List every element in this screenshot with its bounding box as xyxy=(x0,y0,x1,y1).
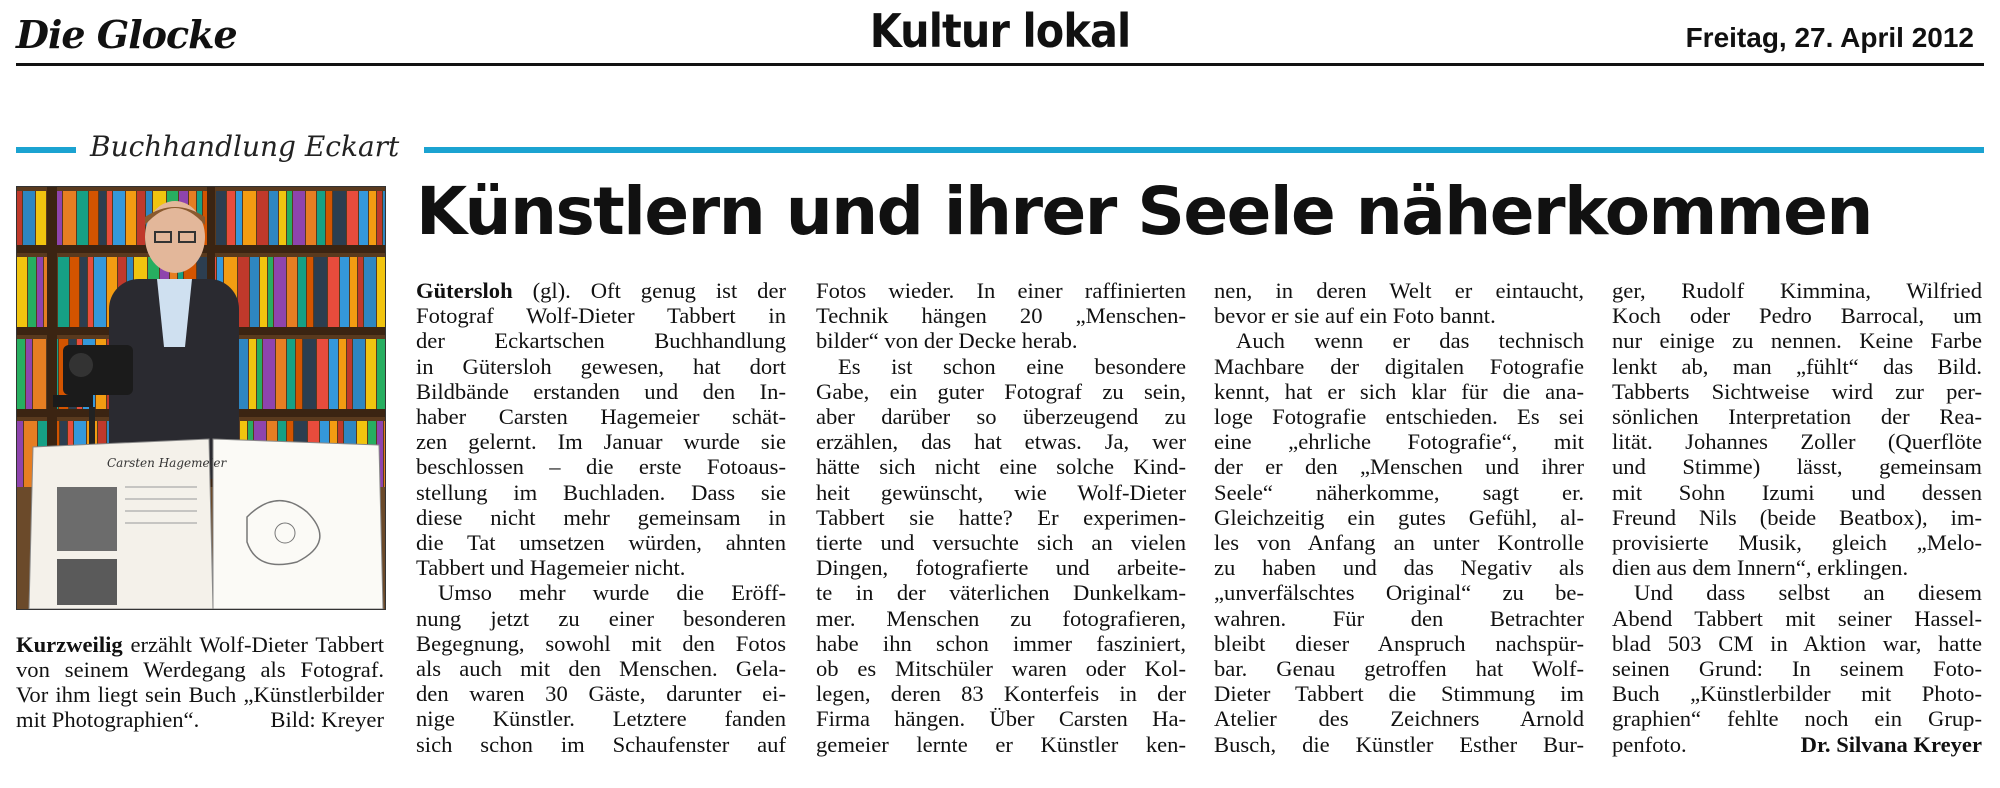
book-spine xyxy=(317,339,328,409)
section-title: Kultur lokal xyxy=(869,4,1131,58)
article-line: bar. Genau getroffen hat Wolf- xyxy=(1214,656,1584,682)
book-spine xyxy=(239,339,248,409)
article-line: Fotograf Wolf-Dieter Tabbert in xyxy=(416,303,786,329)
article-line: haber Carsten Hagemeier schät- xyxy=(416,404,786,430)
article-line: sich schon im Schaufenster auf xyxy=(416,731,786,757)
article-line: Technik hängen 20 „Menschen- xyxy=(816,303,1186,329)
article-line: lenkt ab, man „fühlt“ das Bild. xyxy=(1612,353,1982,379)
article-line: wahren. Für den Betrachter xyxy=(1214,605,1584,631)
book-spine xyxy=(88,257,93,327)
book-spine xyxy=(99,191,106,245)
headline: Künstlern und ihrer Seele näherkommen xyxy=(416,173,1872,250)
book-spine xyxy=(347,191,358,245)
article-line: mer. Menschen zu fotografieren, xyxy=(816,605,1186,631)
book-spine xyxy=(274,257,286,327)
book-spine xyxy=(314,257,327,327)
book-spine xyxy=(263,339,275,409)
book-spine xyxy=(227,191,235,245)
article-line: Koch oder Pedro Barrocal, um xyxy=(1612,303,1982,329)
article-line: ger, Rudolf Kimmina, Wilfried xyxy=(1612,278,1982,303)
article-line: eine „ehrliche Fotografie“, mit xyxy=(1214,429,1584,455)
open-book-icon xyxy=(29,439,383,609)
book-spine xyxy=(58,257,69,327)
book-spine xyxy=(287,257,297,327)
article-line: beschlossen – die erste Fotoaus- xyxy=(416,454,786,480)
book-spine xyxy=(107,191,112,245)
book-spine xyxy=(347,339,352,409)
article-line: in Gütersloh gewesen, hat dort xyxy=(416,353,786,379)
book-spine xyxy=(328,257,339,327)
article-line: Machbare der digitalen Fotografie xyxy=(1214,353,1584,379)
book-spine xyxy=(298,257,306,327)
article-line: penfoto. xyxy=(1612,731,1687,757)
article-line: Gütersloh (gl). Oft genug ist der xyxy=(416,278,786,303)
article-last-line xyxy=(1612,732,1982,757)
book-spine xyxy=(63,191,76,245)
book-spine xyxy=(23,191,35,245)
book-spine xyxy=(306,191,316,245)
article-line: nur einige zu nennen. Keine Farbe xyxy=(1612,328,1982,354)
article-line: seinen Grund: In seinem Foto- xyxy=(1612,656,1982,682)
article-line: graphien“ fehlte noch ein Grup- xyxy=(1612,706,1982,732)
article-line: te in der väterlichen Dunkelkam- xyxy=(816,580,1186,606)
photo-credit: Bild: Kreyer xyxy=(270,707,384,732)
book-spine xyxy=(28,257,36,327)
book-spine xyxy=(249,339,256,409)
article-line: Dingen, fotografierte und arbeite- xyxy=(816,555,1186,581)
book-spine xyxy=(113,191,125,245)
article-line: blad 503 CM in Aktion war, hatte xyxy=(1612,630,1982,656)
book-spine xyxy=(369,191,376,245)
article-line: Begegnung, sowohl mit den Fotos xyxy=(416,630,786,656)
book-spine xyxy=(126,191,136,245)
article-line: Tabbert und Hagemeier nicht. xyxy=(416,555,686,581)
book-spine xyxy=(287,191,292,245)
article-line: tierte und versuchte sich an vielen xyxy=(816,530,1186,556)
dateline: Gütersloh xyxy=(416,278,513,303)
book-spine xyxy=(238,257,249,327)
book-spine xyxy=(296,339,302,409)
book-spine xyxy=(216,191,226,245)
book-spine xyxy=(317,191,325,245)
book-spine xyxy=(287,339,295,409)
book-spine xyxy=(359,191,368,245)
article-line: nen, in deren Welt er eintaucht, xyxy=(1214,278,1584,303)
newspaper-logo: Die Glocke xyxy=(16,12,237,57)
article-line: Seele“ näherkomme, sagt er. xyxy=(1214,479,1584,505)
book-spine xyxy=(257,339,262,409)
article-line: die Tat umsetzen würden, ahnten xyxy=(416,530,786,556)
article-line: Gleichzeitig ein gutes Gefühl, al- xyxy=(1214,504,1584,530)
article-line: hätte sich nicht eine solche Kind- xyxy=(816,454,1186,480)
book-spine xyxy=(17,339,25,409)
book-spine xyxy=(276,339,286,409)
book-spine xyxy=(260,257,267,327)
book-spine xyxy=(77,191,88,245)
book-spine xyxy=(339,339,346,409)
article-line: sönlichen Interpretation der Rea- xyxy=(1612,404,1982,430)
book-spine xyxy=(26,339,32,409)
book-spine xyxy=(37,257,43,327)
article-line: mit Sohn Izumi und dessen xyxy=(1612,479,1982,505)
article-line: Gabe, ein guter Fotograf zu sein, xyxy=(816,378,1186,404)
book-spine xyxy=(33,339,46,409)
book-spine xyxy=(293,191,305,245)
article-line: legen, deren 83 Konterfeis in der xyxy=(816,681,1186,707)
article-line: aber darüber so überzeugend zu xyxy=(816,404,1186,430)
article-line: zen gelernt. Im Januar wurde sie xyxy=(416,429,786,455)
article-line: stellung im Buchladen. Dass sie xyxy=(416,479,786,505)
article-line: Bildbände erstanden und den In- xyxy=(416,378,786,404)
rubric-rule-left xyxy=(16,147,76,153)
article-line: provisierte Musik, gleich „Melo- xyxy=(1612,530,1982,556)
article-line: bleibt dieser Anspruch nachspür- xyxy=(1214,630,1584,656)
book-spine xyxy=(383,191,385,245)
book-spine xyxy=(307,257,313,327)
masthead xyxy=(16,4,1984,62)
book-spine xyxy=(268,257,273,327)
article-line: Freund Nils (beide Beatbox), im- xyxy=(1612,504,1982,530)
article-column-1 xyxy=(416,278,786,757)
article-line: Busch, die Künstler Esther Bur- xyxy=(1214,731,1584,757)
book-spine xyxy=(377,257,385,327)
article-line: habe ihn schon immer fasziniert, xyxy=(816,630,1186,656)
article-line: „unverfälschtes Original“ zu be- xyxy=(1214,580,1584,606)
book-caption: Carsten Hagemeier xyxy=(107,456,227,470)
article-line: erzählen, das hat etwas. Ja, wer xyxy=(816,429,1186,455)
book-spine xyxy=(17,421,23,487)
book-spine xyxy=(384,421,385,487)
rubric-label: Buchhandlung Eckart xyxy=(90,130,400,163)
book-spine xyxy=(17,191,22,245)
book-spine xyxy=(303,339,316,409)
book-spine xyxy=(279,191,286,245)
book-spine xyxy=(70,257,79,327)
book-spine xyxy=(17,257,27,327)
article-line: diese nicht mehr gemeinsam in xyxy=(416,504,786,530)
book-spine xyxy=(236,191,242,245)
article-line: Auch wenn er das technisch xyxy=(1236,328,1584,354)
book-spine xyxy=(358,257,363,327)
article-line: loge Fotografie entschieden. Es sei xyxy=(1214,404,1584,430)
article-line: lität. Johannes Zoller (Querflöte xyxy=(1612,429,1982,455)
article-line: und Stimme) lässt, gemeinsam xyxy=(1612,454,1982,480)
article-line: Und dass selbst an diesem xyxy=(1634,580,1982,606)
book-spine xyxy=(366,339,376,409)
book-spine xyxy=(36,191,46,245)
photo-illustration xyxy=(17,187,385,609)
book-spine xyxy=(80,257,87,327)
book-spine xyxy=(350,257,357,327)
article-line: Fotos wieder. In einer raffinierten xyxy=(816,278,1186,303)
book-spine xyxy=(269,191,278,245)
book-spine xyxy=(243,191,256,245)
article-line: heit gewünscht, wie Wolf-Dieter xyxy=(816,479,1186,505)
article-line: bilder“ von der Decke herab. xyxy=(816,328,1078,354)
book-spine xyxy=(377,191,382,245)
book-spine xyxy=(94,257,106,327)
article-line: den waren 30 Gäste, darunter ei- xyxy=(416,681,786,707)
article-line: Abend Tabbert mit seiner Hassel- xyxy=(1612,605,1982,631)
article-line: zu haben und das Negativ als xyxy=(1214,555,1584,581)
issue-date: Freitag, 27. April 2012 xyxy=(1685,22,1974,53)
book-spine xyxy=(340,257,349,327)
book-spine xyxy=(364,257,376,327)
article-line: nige Künstler. Letztere fanden xyxy=(416,706,786,732)
article-line: Umso mehr wurde die Eröff- xyxy=(438,580,786,606)
book-spine xyxy=(353,339,365,409)
book-spine xyxy=(329,339,338,409)
article-line: dien aus dem Innern“, erklingen. xyxy=(1612,555,1909,581)
caption-lead: Kurzweilig xyxy=(16,632,123,657)
caption-text: erzählt Wolf-Dieter Tabbert von seinem Werdegang als Fotograf. Vor ihm liegt sein Buch „Künstlerbilder mit Photographien“. xyxy=(16,632,384,732)
article-line: ob es Mitschüler waren oder Kol- xyxy=(816,656,1186,682)
article-line: Buch „Künstlerbilder mit Photo- xyxy=(1612,681,1982,707)
rubric-rule-right xyxy=(424,147,1984,153)
article-line: les von Anfang an unter Kontrolle xyxy=(1214,530,1584,556)
book-spine xyxy=(326,191,332,245)
article-line: Es ist schon eine besondere xyxy=(838,353,1186,379)
masthead-rule xyxy=(16,63,1984,66)
book-spine xyxy=(257,191,268,245)
article-line: Tabberts Sichtweise wird zur per- xyxy=(1612,378,1982,404)
article-line: Atelier des Zeichners Arnold xyxy=(1214,706,1584,732)
book-spine xyxy=(377,339,385,409)
book-spine xyxy=(333,191,346,245)
article-line: kennt, hat er sich klar für die ana- xyxy=(1214,378,1584,404)
author-byline: Dr. Silvana Kreyer xyxy=(1800,731,1982,757)
article-line: als auch mit den Menschen. Gela- xyxy=(416,656,786,682)
article-line: gemeier lernte er Künstler ken- xyxy=(816,731,1186,757)
article-line: Firma hängen. Über Carsten Ha- xyxy=(816,706,1186,732)
article-line: bevor er sie auf ein Foto bannt. xyxy=(1214,303,1496,329)
book-spine xyxy=(89,191,98,245)
article-line: Dieter Tabbert die Stimmung im xyxy=(1214,681,1584,707)
article-column-3 xyxy=(1214,278,1584,757)
article-line: nung jetzt zu einer besonderen xyxy=(416,605,786,631)
article-line: der Eckartschen Buchhandlung xyxy=(416,328,786,354)
article-column-4 xyxy=(1612,278,1982,757)
photo-caption xyxy=(16,632,384,732)
article-photo xyxy=(16,186,386,610)
book-spine xyxy=(137,191,145,245)
article-line: Tabbert sie hatte? Er experimen- xyxy=(816,504,1186,530)
article-line: der er den „Menschen und ihrer xyxy=(1214,454,1584,480)
book-spine xyxy=(250,257,259,327)
article-column-2 xyxy=(816,278,1186,757)
